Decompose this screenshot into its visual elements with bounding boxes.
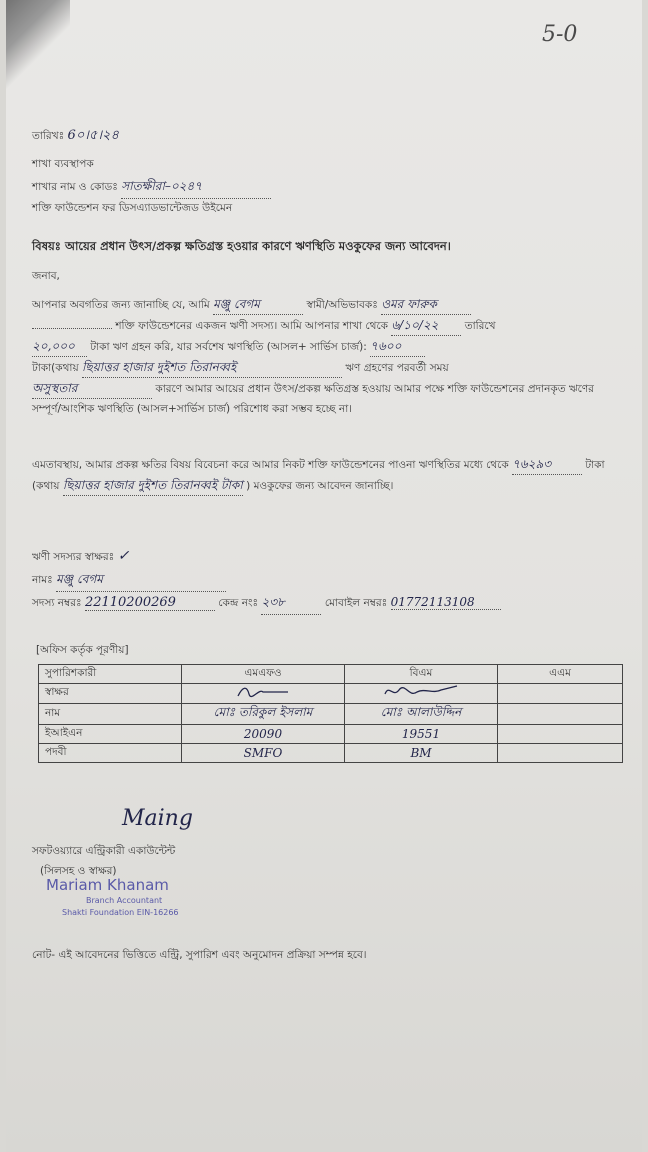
para2-text-3: ) মওকুফের জন্য আবেদন জানাচ্ছি। <box>246 480 394 492</box>
date-line <box>32 126 119 147</box>
addressee-line3: শক্তি ফাউন্ডেশন ফর ডিসএ্যাডভান্টেজড উইমেন <box>32 202 233 214</box>
signature-cell <box>345 684 498 704</box>
office-table <box>38 664 623 763</box>
table-cell: মোঃ আলাউদ্দিন <box>380 705 462 719</box>
table-cell: 20090 <box>243 727 283 741</box>
member-signature: ✓ <box>117 548 130 564</box>
row-label: নাম <box>39 704 182 725</box>
stamp-org: Shakti Foundation EIN-16266 <box>62 908 179 917</box>
para1-text-8: কারণে আমার আয়ের প্রধান উৎস/প্রকল্প ক্ষতিগ্রস্ত হওয়ায় আমার পক্ষে শক্তি ফাউন্ডেশনের প্রদানকৃত ঋণের সম্পূর্ণ/আংশিক ঋণস্থিতি (আসল+সার্ভিস চার্জ) পরিশোধ করা সম্ভব হচ্ছে না। <box>32 383 594 415</box>
paragraph-1 <box>32 294 624 419</box>
para1-text-1: আপনার অবগতির জন্য জানাচ্ছি যে, আমি <box>32 299 210 311</box>
mobile-label: মোবাইল নম্বরঃ <box>324 597 388 609</box>
para1-text-5: টাকা ঋণ গ্রহন করি, যার সর্বশেষ ঋণস্থিতি (আসল+ সার্ভিস চার্জ): <box>90 341 367 353</box>
para1-text-6: টাকা(কথায় <box>32 362 79 374</box>
table-header-cell: এএম <box>498 665 623 684</box>
accountant-title: সফটওয়্যারে এন্ট্রিকারী একাউন্টেন্ট <box>32 845 176 857</box>
office-heading: [অফিস কর্তৃক পূরণীয়] <box>36 644 129 656</box>
waiver-in-words: ছিয়াত্তর হাজার দুইশত তিরানব্বই টাকা <box>63 475 243 496</box>
document-page <box>6 0 642 1152</box>
table-cell: মোঃ তরিকুল ইসলাম <box>213 705 313 719</box>
center-number: ২৩৮ <box>261 594 321 615</box>
member-id-label: সদস্য নম্বরঃ <box>32 597 82 609</box>
addressee-line2 <box>32 178 271 199</box>
addressee-line1: শাখা ব্যবস্থাপক <box>32 158 94 170</box>
row-label: ইআইএন <box>39 725 182 744</box>
member-id: 22110200269 <box>85 595 215 611</box>
para1-text-4: তারিখে <box>464 320 496 332</box>
signature-cell <box>182 684 345 704</box>
table-row <box>39 704 623 725</box>
table-cell: SMFO <box>243 746 283 760</box>
guardian-name: ওমর ফারুক <box>381 294 471 315</box>
accountant-signature: Maing <box>122 806 193 831</box>
row-label: পদবী <box>39 744 182 763</box>
branch-value: সাতক্ষীরা–০২৪৭ <box>121 178 271 199</box>
footnote: নোট- এই আবেদনের ভিত্তিতে এন্ট্রি, সুপারিশ এবং অনুমোদন প্রক্রিয়া সম্পন্ন হবে। <box>32 949 367 961</box>
table-header-row <box>39 665 623 684</box>
para2-text-2: টাকা (কথায় <box>32 459 605 492</box>
branch-label: শাখার নাম ও কোডঃ <box>32 181 118 193</box>
table-header-cell: বিএম <box>345 665 498 684</box>
subject-line: বিষয়ঃ আয়ের প্রধান উৎস/প্রকল্প ক্ষতিগ্রস্ত হওয়ার কারণে ঋণস্থিতি মওকুফের জন্য আবেদন। <box>32 239 451 253</box>
paragraph-2 <box>32 454 624 496</box>
loan-amount: ২০,০০০ <box>32 336 87 357</box>
member-name-line <box>32 571 226 592</box>
para1-text-7: ঋণ গ্রহণের পরবর্তী সময় <box>345 362 449 374</box>
center-label: কেন্দ্র নংঃ <box>218 597 259 609</box>
date-value: 6০।৫।২৪ <box>67 128 119 143</box>
salutation: জনাব, <box>32 270 60 282</box>
member-sign-line <box>32 548 129 567</box>
stamp-name: Mariam Khanam <box>46 876 169 894</box>
waiver-amount: ৭৬২৯৩ <box>512 454 582 475</box>
date-label: তারিখঃ <box>32 130 65 142</box>
table-header-cell: এমএফও <box>182 665 345 684</box>
table-cell: BM <box>410 746 432 760</box>
member-name-label: নামঃ <box>32 574 53 586</box>
applicant-name: মঞ্জু বেগম <box>213 294 303 315</box>
damage-reason: অসুস্থতার <box>32 378 152 399</box>
signature-cell <box>498 684 623 704</box>
balance-in-words: ছিয়াত্তর হাজার দুইশত তিরানব্বই <box>82 357 342 378</box>
table-row <box>39 744 623 763</box>
stamp-title: Branch Accountant <box>86 896 163 905</box>
loan-balance: ৭৬০০ <box>370 336 425 357</box>
page-number: 5-0 <box>542 22 578 47</box>
bm-signature <box>381 684 461 700</box>
accountant-subtitle: (সিলসহ ও স্বাক্ষর) <box>40 865 117 877</box>
loan-date: ৬/১০/২২ <box>391 315 461 336</box>
member-sign-label: ঋণী সদস্যর স্বাক্ষরঃ <box>32 551 115 563</box>
table-row <box>39 684 623 704</box>
mfo-signature <box>233 684 293 700</box>
member-id-line <box>32 594 501 615</box>
member-name: মঞ্জু বেগম <box>56 571 226 592</box>
para2-text-1: এমতাবস্থায়, আমার প্রকল্প ক্ষতির বিষয় বিবেচনা করে আমার নিকট শক্তি ফাউন্ডেশনের পাওনা ঋণস্থিতির মধ্যে থেকে <box>32 459 509 471</box>
table-row <box>39 725 623 744</box>
para1-text-3: শক্তি ফাউন্ডেশনের একজন ঋণী সদস্য। আমি আপনার শাখা থেকে <box>115 320 389 332</box>
mobile-number: 01772113108 <box>391 595 501 610</box>
para1-text-2: স্বামী/অভিভাবকঃ <box>306 299 378 311</box>
table-header-cell: সুপারিশকারী <box>39 665 182 684</box>
table-cell: 19551 <box>401 727 441 741</box>
row-label: স্বাক্ষর <box>39 684 182 704</box>
page-shadow <box>6 0 70 90</box>
